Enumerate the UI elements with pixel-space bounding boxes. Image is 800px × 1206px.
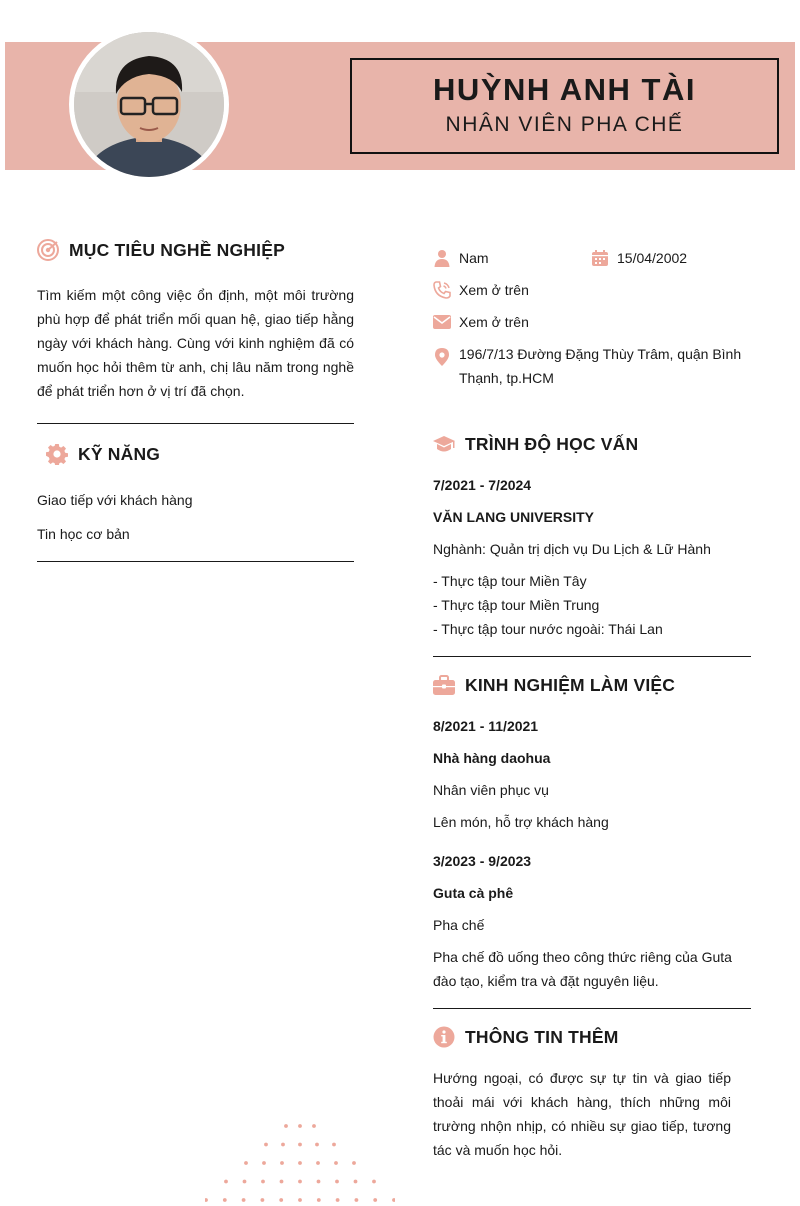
decorative-dot <box>223 1198 227 1202</box>
education-detail: - Thực tập tour Miền Tây <box>433 573 587 589</box>
info-icon <box>433 1026 455 1048</box>
education-detail: - Thực tập tour nước ngoài: Thái Lan <box>433 621 663 637</box>
contact-row-1 <box>433 246 751 270</box>
decorative-dot <box>262 1161 266 1165</box>
person-icon <box>433 249 451 267</box>
decorative-dot <box>298 1124 302 1128</box>
left-column <box>37 236 354 562</box>
divider <box>37 423 354 424</box>
skill-item: Tin học cơ bản <box>37 526 130 542</box>
candidate-role: NHÂN VIÊN PHA CHẾ <box>445 113 684 136</box>
experience-heading <box>433 671 751 699</box>
target-icon <box>37 239 59 261</box>
decorative-dot <box>316 1161 320 1165</box>
decorative-dot <box>244 1161 248 1165</box>
name-box <box>350 58 779 154</box>
decorative-dot <box>354 1180 358 1184</box>
job-description: Pha chế đồ uống theo công thức riêng của Guta đào tạo, kiểm tra và đặt nguyên liệu. <box>433 949 732 989</box>
decorative-dot <box>317 1198 321 1202</box>
job-period: 8/2021 - 11/2021 <box>433 718 539 734</box>
email-value: Xem ở trên <box>459 314 529 330</box>
candidate-name: HUỲNH ANH TÀI <box>433 72 696 107</box>
gender-row <box>433 246 591 270</box>
job-position: Pha chế <box>433 917 485 933</box>
decorative-dot <box>279 1198 283 1202</box>
additional-heading <box>433 1023 751 1051</box>
phone-row <box>433 278 751 302</box>
gender-value: Nam <box>459 250 489 266</box>
briefcase-icon <box>433 674 455 696</box>
additional-title: THÔNG TIN THÊM <box>465 1026 619 1047</box>
additional-text: Hướng ngoại, có được sự tự tin và giao tiếp thoải mái với khách hàng, thích những môi trường nhộn nhịp, có nhiều sự giao tiếp, tương tác và muốn học hỏi. <box>433 1070 731 1158</box>
decorative-dot <box>280 1180 284 1184</box>
address-value: 196/7/13 Đường Đặng Thùy Trâm, quận Bình Thạnh, tp.HCM <box>459 346 742 386</box>
education-title: TRÌNH ĐỘ HỌC VẤN <box>465 433 639 454</box>
decorative-dot <box>315 1143 319 1147</box>
decorative-dot <box>261 1198 265 1202</box>
decorative-dot <box>355 1198 359 1202</box>
decorative-dot <box>264 1143 268 1147</box>
decorative-dot <box>335 1180 339 1184</box>
decorative-dot <box>242 1198 246 1202</box>
decorative-dot <box>334 1161 338 1165</box>
envelope-icon <box>433 313 451 331</box>
decorative-dot <box>332 1143 336 1147</box>
phone-value: Xem ở trên <box>459 282 529 298</box>
decorative-dot <box>392 1198 395 1202</box>
location-pin-icon <box>433 348 451 366</box>
skills-title: KỸ NĂNG <box>78 443 161 464</box>
birthday-value: 15/04/2002 <box>617 250 688 266</box>
decorative-dot <box>317 1180 321 1184</box>
decorative-dot <box>298 1180 302 1184</box>
phone-icon <box>433 281 451 299</box>
job-position: Nhân viên phục vụ <box>433 782 549 798</box>
objective-title: MỤC TIÊU NGHỀ NGHIỆP <box>69 239 285 260</box>
decorative-dot <box>298 1143 302 1147</box>
job-company: Guta cà phê <box>433 885 514 901</box>
skill-item: Giao tiếp với khách hàng <box>37 492 193 508</box>
decorative-dot <box>224 1180 228 1184</box>
decorative-dot <box>373 1198 377 1202</box>
job-company: Nhà hàng daohua <box>433 750 551 766</box>
decorative-dot <box>336 1198 340 1202</box>
education-period: 7/2021 - 7/2024 <box>433 477 532 493</box>
address-row <box>433 342 751 390</box>
skills-heading <box>37 440 354 468</box>
divider <box>433 656 751 657</box>
education-major: Nghành: Quản trị dịch vụ Du Lịch & Lữ Hành <box>433 541 711 557</box>
education-school: VĂN LANG UNIVERSITY <box>433 509 595 525</box>
decorative-dot <box>298 1198 302 1202</box>
job-period: 3/2023 - 9/2023 <box>433 853 532 869</box>
objective-heading <box>37 236 354 264</box>
email-row <box>433 310 751 334</box>
decorative-dot <box>281 1143 285 1147</box>
right-column <box>433 246 751 1162</box>
avatar <box>69 27 229 182</box>
decorative-dot <box>261 1180 265 1184</box>
gear-icon <box>46 443 68 465</box>
profile-photo <box>74 32 224 177</box>
objective-text: Tìm kiếm một công việc ổn định, một môi trường phù hợp để phát triển mối quan hệ, giao tiếp hằng ngày với khách hàng. Cùng với kinh nghiệm đã có muốn học hỏi thêm từ anh, chị lâu năm trong nghề để phát triển hơn ở vị trí đã chọn. <box>37 287 354 399</box>
calendar-icon <box>591 249 609 267</box>
decorative-dot <box>243 1180 247 1184</box>
decorative-dot <box>312 1124 316 1128</box>
divider <box>433 1008 751 1009</box>
job-description: Lên món, hỗ trợ khách hàng <box>433 814 609 830</box>
decorative-dot <box>352 1161 356 1165</box>
divider <box>37 561 354 562</box>
decorative-dot <box>205 1198 208 1202</box>
education-detail: - Thực tập tour Miền Trung <box>433 597 600 613</box>
decorative-dot <box>298 1161 302 1165</box>
education-heading <box>433 430 751 458</box>
decorative-dot <box>284 1124 288 1128</box>
decorative-dot <box>372 1180 376 1184</box>
experience-title: KINH NGHIỆM LÀM VIỆC <box>465 674 676 695</box>
birthday-row <box>591 246 687 270</box>
decorative-dots <box>205 1120 395 1206</box>
graduation-cap-icon <box>433 433 455 455</box>
decorative-dot <box>280 1161 284 1165</box>
